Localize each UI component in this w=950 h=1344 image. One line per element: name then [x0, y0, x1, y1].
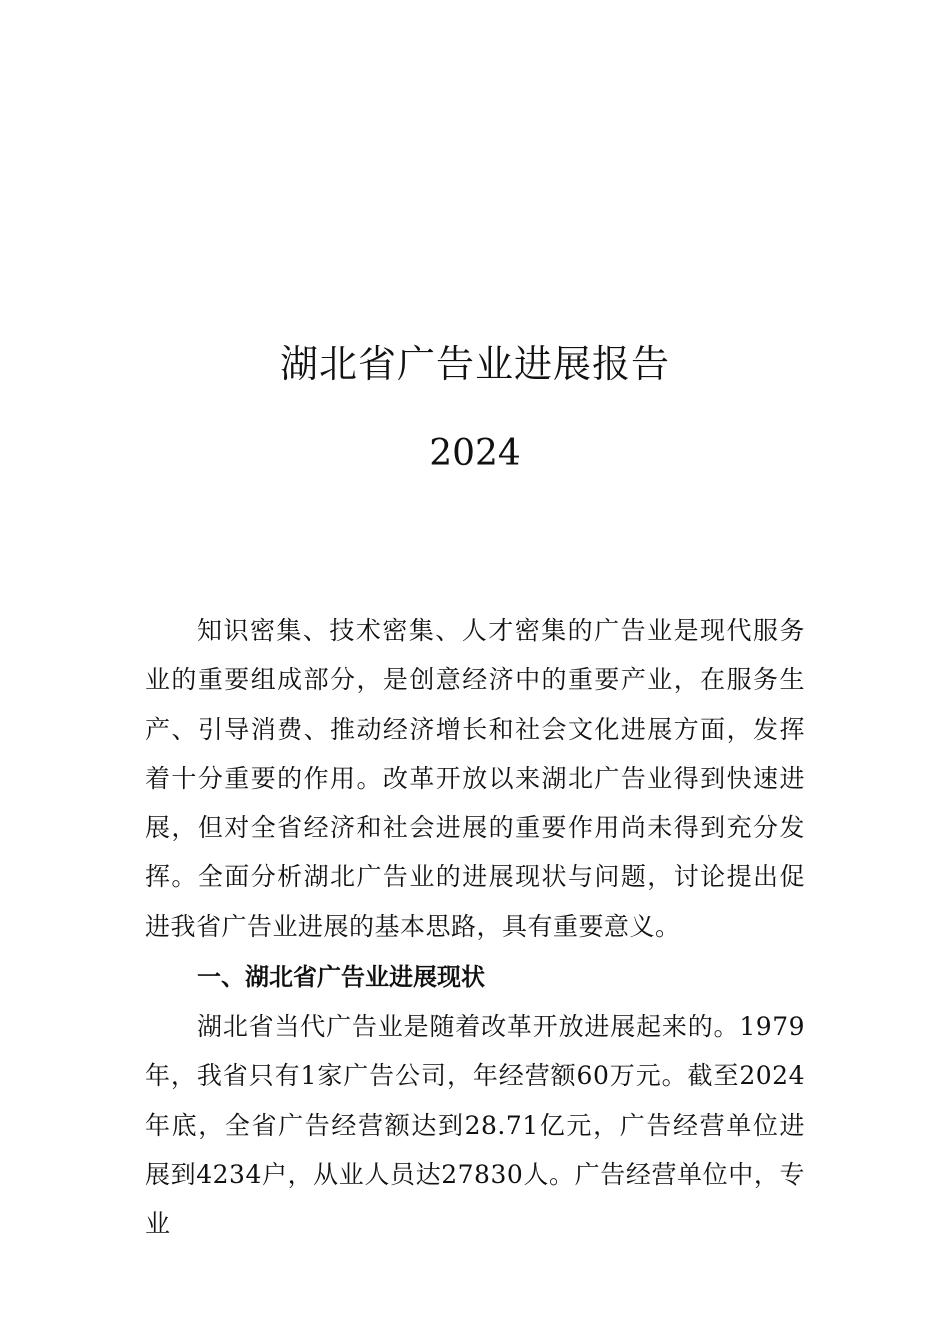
document-year: 2024 — [429, 433, 521, 474]
section-heading: 一、湖北省广告业进展现状 — [197, 963, 485, 991]
intro-paragraph: 知识密集、技术密集、人才密集的广告业是现代服务业的重要组成部分，是创意经济中的重要产业，在服务生产、引导消费、推动经济增长和社会文化进展方面，发挥着十分重要的作用。改革开放以来湖北广告业得到快速进展，但对全省经济和社会进展的重要作用尚未得到充分发挥。全面分析湖北广告业的进展现状与问题，讨论提出促进我省广告业进展的基本思路，具有重要意义。 — [145, 616, 805, 941]
document-title: 湖北省广告业进展报告 — [279, 342, 670, 386]
section-paragraph: 湖北省当代广告业是随着改革开放进展起来的。1979年，我省只有1家广告公司，年经营额60万元。截至2024年底，全省广告经营额达到28.71亿元，广告经营单位进展到4234户，从业人员达27830人。广告经营单位中，专业 — [145, 1012, 805, 1239]
